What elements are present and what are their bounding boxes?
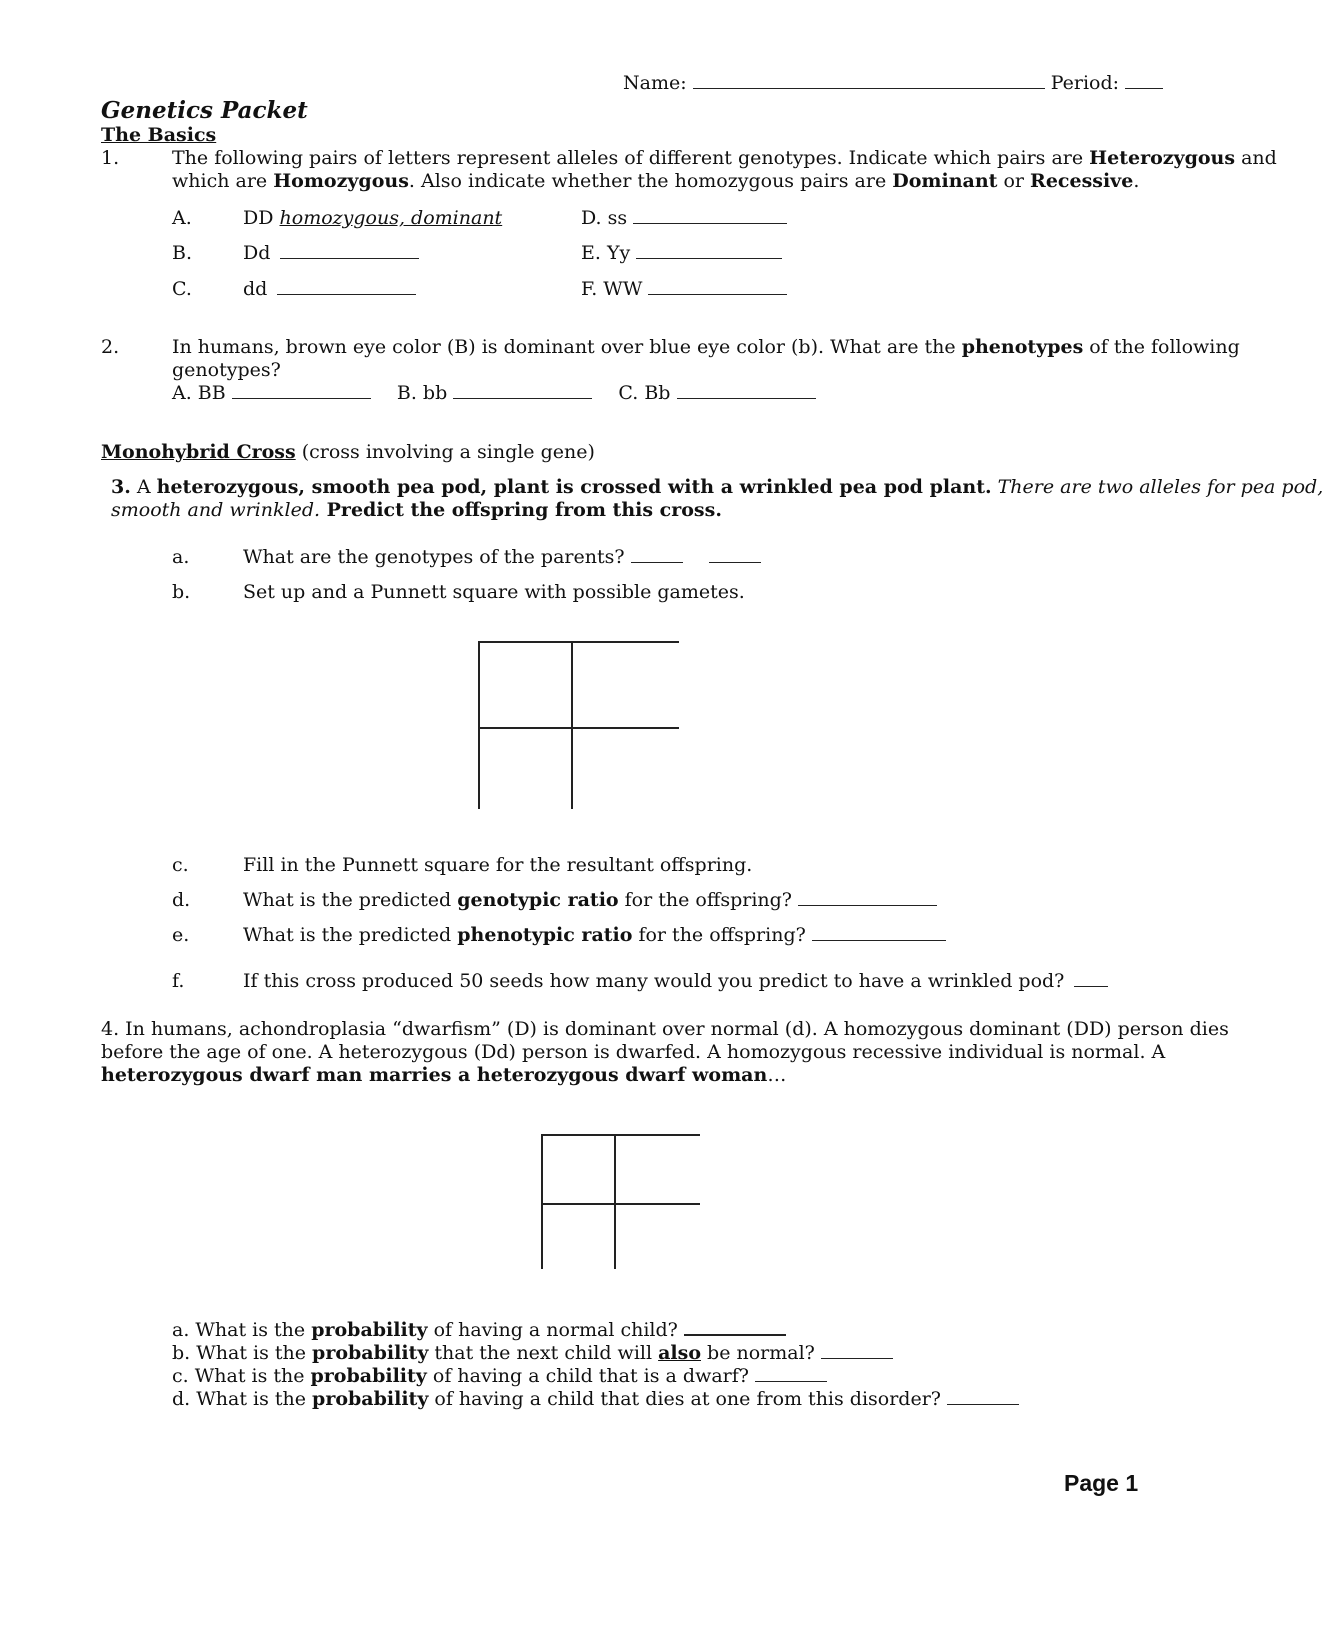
q3e-bold-phenotypic: phenotypic ratio bbox=[457, 924, 633, 946]
q1-text-line2 bbox=[172, 170, 1139, 193]
q3e-text-part: for the offspring? bbox=[632, 924, 806, 946]
q1-item-a-letter: A. bbox=[172, 207, 192, 229]
q2-text-line2: genotypes? bbox=[172, 359, 281, 381]
q4-text-line1: 4. In humans, achondroplasia “dwarfism” (D) is dominant over normal (d). A homozygous dominant (DD) person dies bbox=[101, 1018, 1229, 1040]
punnett-1-left-line bbox=[478, 641, 480, 809]
q1-item-f-label: F. WW bbox=[581, 278, 643, 300]
q1-item-d-blank[interactable] bbox=[633, 222, 787, 224]
q3-number: 3. bbox=[111, 476, 131, 498]
q1-item-c bbox=[243, 278, 416, 301]
q4c-text: c. What is the bbox=[172, 1365, 311, 1387]
q1-item-e-label: E. Yy bbox=[581, 242, 631, 264]
q2-text: In humans, brown eye color (B) is dominant over blue eye color (b). What are the bbox=[172, 336, 962, 358]
q3e-letter: e. bbox=[172, 924, 190, 946]
q3d-text-part: What is the predicted bbox=[243, 889, 458, 911]
q3c-letter: c. bbox=[172, 854, 189, 876]
q4c bbox=[172, 1365, 827, 1388]
q4b-text: b. What is the bbox=[172, 1342, 313, 1364]
q3-italic-text: There are two alleles for pea pod, bbox=[991, 476, 1323, 498]
q4b bbox=[172, 1342, 893, 1365]
q4-ellipsis: … bbox=[767, 1064, 787, 1086]
q3d-blank[interactable] bbox=[798, 904, 937, 906]
q4d-text: d. What is the bbox=[172, 1388, 313, 1410]
q1-item-d bbox=[581, 207, 787, 230]
q3a-letter: a. bbox=[172, 546, 190, 568]
q2-bold-phenotypes: phenotypes bbox=[961, 336, 1084, 358]
page-number: Page 1 bbox=[1064, 1470, 1139, 1496]
q1-text: . bbox=[1133, 170, 1140, 192]
punnett-2-middle-line bbox=[541, 1203, 700, 1205]
q2-c-blank[interactable] bbox=[677, 397, 816, 399]
punnett-1-top-line bbox=[478, 641, 679, 643]
q1-item-d-label: D. ss bbox=[581, 207, 628, 229]
q2-answers bbox=[172, 382, 816, 405]
q4a-text: a. What is the bbox=[172, 1319, 312, 1341]
q1-text: which are bbox=[172, 170, 274, 192]
q3-italic-text: smooth and wrinkled. bbox=[111, 499, 321, 521]
q1-item-a bbox=[243, 207, 502, 230]
q3d-text-part: for the offspring? bbox=[618, 889, 792, 911]
q4d-blank[interactable] bbox=[947, 1403, 1019, 1405]
q1-bold-recessive: Recessive bbox=[1030, 170, 1134, 192]
q1-item-c-blank[interactable] bbox=[277, 293, 416, 295]
q1-bold-heterozygous: Heterozygous bbox=[1089, 147, 1236, 169]
q4d-bold-probability: probability bbox=[312, 1388, 429, 1410]
q1-text: and bbox=[1235, 147, 1277, 169]
period-blank[interactable] bbox=[1125, 87, 1163, 89]
q1-item-c-pair: dd bbox=[243, 278, 268, 300]
q1-item-b-letter: B. bbox=[172, 242, 193, 264]
q3e-blank[interactable] bbox=[812, 939, 946, 941]
punnett-square-1[interactable] bbox=[478, 641, 679, 809]
q4c-bold-probability: probability bbox=[310, 1365, 427, 1387]
q3f-text bbox=[243, 970, 1108, 993]
q2-text: of the following bbox=[1083, 336, 1240, 358]
monohybrid-note: (cross involving a single gene) bbox=[295, 441, 595, 463]
q3e-text-part: What is the predicted bbox=[243, 924, 458, 946]
q1-number: 1. bbox=[101, 147, 120, 169]
punnett-2-center-line bbox=[614, 1134, 616, 1269]
q4-text-line3 bbox=[101, 1064, 786, 1087]
q3f-question: If this cross produced 50 seeds how many would you predict to have a wrinkled pod? bbox=[243, 970, 1065, 992]
q3-bold-predict: Predict the offspring from this cross. bbox=[320, 499, 722, 521]
q4a-text: of having a normal child? bbox=[427, 1319, 678, 1341]
q4b-bold-also: also bbox=[658, 1342, 701, 1364]
q3f-blank[interactable] bbox=[1074, 985, 1108, 987]
q4d-text: of having a child that dies at one from this disorder? bbox=[428, 1388, 941, 1410]
q3a-blank-2[interactable] bbox=[709, 561, 761, 563]
q1-item-f bbox=[581, 278, 787, 301]
q4b-blank[interactable] bbox=[821, 1357, 893, 1359]
q3-bold-text: heterozygous, smooth pea pod, plant is crossed with a wrinkled pea pod plant. bbox=[156, 476, 992, 498]
q4-bold-text: heterozygous dwarf man marries a heterozygous dwarf woman bbox=[101, 1064, 768, 1086]
q1-text: or bbox=[997, 170, 1031, 192]
name-blank[interactable] bbox=[693, 87, 1045, 89]
q1-bold-homozygous: Homozygous bbox=[273, 170, 409, 192]
period-label: Period: bbox=[1050, 72, 1120, 94]
q4-text-line2: before the age of one. A heterozygous (Dd) person is dwarfed. A homozygous recessive individual is normal. A bbox=[101, 1041, 1166, 1063]
q3d-bold-genotypic: genotypic ratio bbox=[457, 889, 619, 911]
q3d-letter: d. bbox=[172, 889, 191, 911]
q2-a-label: A. BB bbox=[172, 382, 226, 404]
q3a-question: What are the genotypes of the parents? bbox=[243, 546, 625, 568]
q3d-text bbox=[243, 889, 937, 912]
q4a-blank[interactable] bbox=[684, 1333, 786, 1336]
section-heading-monohybrid bbox=[101, 441, 595, 464]
punnett-square-2[interactable] bbox=[541, 1134, 700, 1269]
q1-text-line1 bbox=[172, 147, 1277, 170]
q4d bbox=[172, 1388, 1019, 1411]
q3-text: A bbox=[130, 476, 157, 498]
q2-text-line1 bbox=[172, 336, 1240, 359]
q3a-text bbox=[243, 546, 761, 569]
q4a bbox=[172, 1319, 786, 1342]
q4b-text: be normal? bbox=[701, 1342, 815, 1364]
q1-bold-dominant: Dominant bbox=[892, 170, 998, 192]
q1-text: The following pairs of letters represent alleles of different genotypes. Indicate which pairs are bbox=[172, 147, 1090, 169]
q3b-text: Set up and a Punnett square with possible gametes. bbox=[243, 581, 745, 603]
q3-text-line1 bbox=[111, 476, 1323, 499]
q1-item-b-blank[interactable] bbox=[280, 257, 419, 259]
name-label: Name: bbox=[623, 72, 687, 94]
q4a-bold-probability: probability bbox=[311, 1319, 428, 1341]
punnett-1-center-line bbox=[571, 641, 573, 809]
q3f-letter: f. bbox=[172, 970, 185, 992]
q1-item-b-pair: Dd bbox=[243, 242, 271, 264]
q3e-text bbox=[243, 924, 946, 947]
q1-item-a-pair: DD bbox=[243, 207, 274, 229]
q2-b-blank[interactable] bbox=[453, 397, 592, 399]
q1-item-e-blank[interactable] bbox=[636, 257, 782, 259]
q4c-text: of having a child that is a dwarf? bbox=[426, 1365, 749, 1387]
q3-text-line2 bbox=[111, 499, 722, 522]
q4b-bold-probability: probability bbox=[312, 1342, 429, 1364]
q3b-letter: b. bbox=[172, 581, 191, 603]
name-period-line bbox=[623, 72, 1163, 95]
punnett-2-left-line bbox=[541, 1134, 543, 1269]
q1-item-c-letter: C. bbox=[172, 278, 192, 300]
q3c-text: Fill in the Punnett square for the resultant offspring. bbox=[243, 854, 753, 876]
q2-c-label: C. Bb bbox=[618, 382, 671, 404]
q4c-blank[interactable] bbox=[755, 1380, 827, 1382]
q3a-blank-1[interactable] bbox=[631, 561, 683, 563]
q1-item-a-answer: homozygous, dominant bbox=[279, 207, 503, 229]
q1-text: . Also indicate whether the homozygous pairs are bbox=[408, 170, 893, 192]
section-heading-basics: The Basics bbox=[101, 124, 217, 146]
q2-b-label: B. bb bbox=[396, 382, 448, 404]
monohybrid-heading: Monohybrid Cross bbox=[101, 441, 296, 463]
q1-item-b bbox=[243, 242, 419, 265]
punnett-1-middle-line bbox=[478, 727, 679, 729]
q4b-text: that the next child will bbox=[428, 1342, 659, 1364]
q1-item-f-blank[interactable] bbox=[648, 293, 787, 295]
page-title: Genetics Packet bbox=[101, 97, 308, 124]
q2-a-blank[interactable] bbox=[232, 397, 371, 399]
q1-item-e bbox=[581, 242, 782, 265]
punnett-2-top-line bbox=[541, 1134, 700, 1136]
q2-number: 2. bbox=[101, 336, 120, 358]
